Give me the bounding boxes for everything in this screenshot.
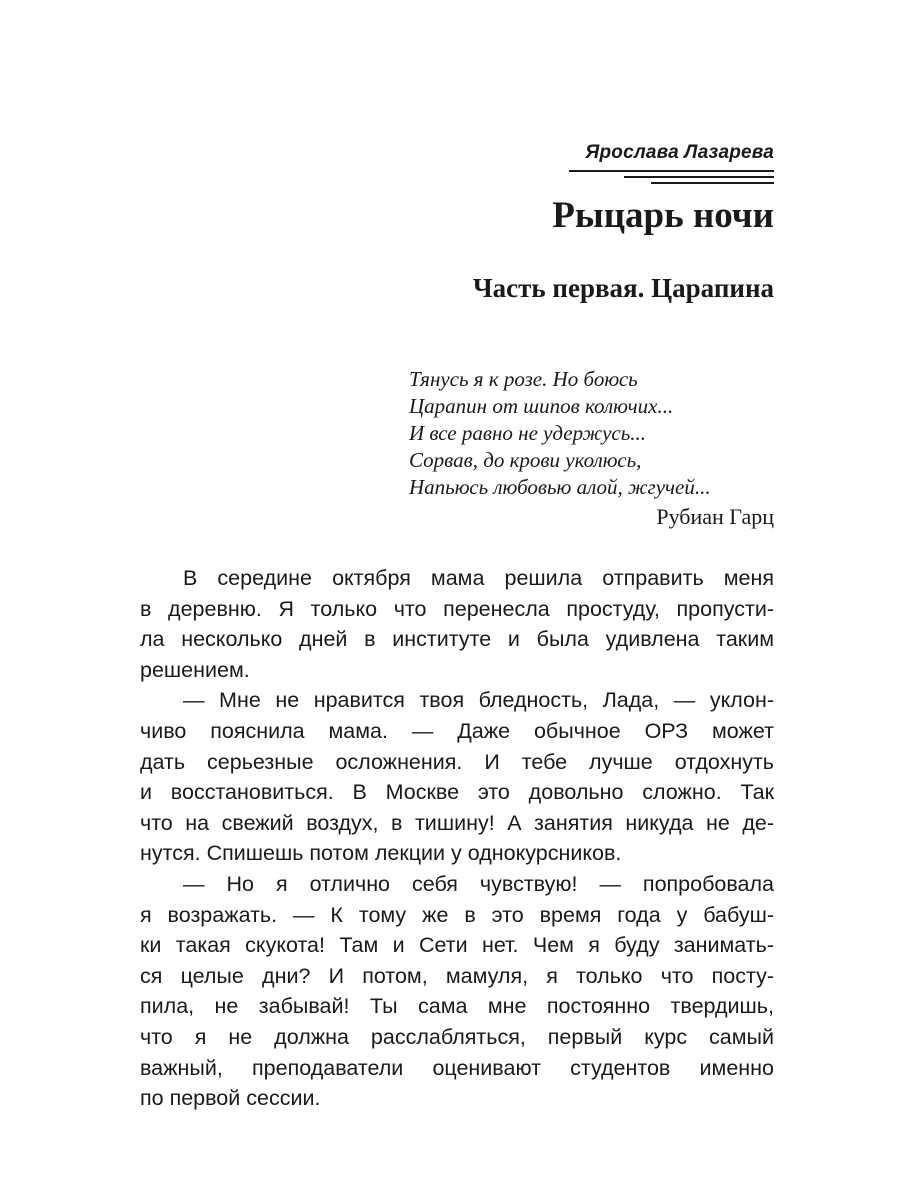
part-title: Часть первая. Царапина: [472, 273, 774, 303]
text-line: нутся. Спишешь потом лекции у однокурсников.: [140, 841, 622, 866]
text-line: чиво пояснила мама. — Даже обычное ОРЗ может: [140, 718, 774, 743]
text-line: я возражать. — К тому же в это время года у бабуш-: [140, 902, 774, 927]
text-line: ки такая скукота! Там и Сети нет. Чем я буду занимать-: [140, 933, 774, 958]
text-line: что я не должна расслабляться, первый курс самый: [140, 1024, 774, 1049]
text-line: пила, не забывай! Ты сама мне постоянно твердишь,: [140, 994, 774, 1019]
text-line: решением.: [140, 657, 250, 682]
text-line: и восстановиться. В Москве это довольно сложно. Так: [140, 780, 774, 805]
body-text: [140, 563, 774, 1114]
decorative-rule: [624, 176, 774, 178]
decorative-rule: [651, 182, 774, 184]
decorative-rule: [569, 170, 774, 172]
text-line: в деревню. Я только что перенесла простуду, пропусти-: [140, 596, 774, 621]
text-line: ла несколько дней в институте и была удивлена таким: [140, 627, 774, 652]
epigraph-author: Рубиан Гарц: [656, 504, 774, 529]
text-line: по первой сессии.: [140, 1086, 321, 1111]
epigraph-line: И все равно не удержусь...: [409, 421, 647, 445]
text-line: дать серьезные осложнения. И тебе лучше отдохнуть: [140, 749, 774, 774]
epigraph: [409, 366, 774, 501]
text-line: — Но я отлично себя чувствую! — попробовала: [183, 871, 774, 896]
author-name: Ярослава Лазарева: [585, 142, 774, 163]
epigraph-line: Царапин от шипов колючих...: [409, 394, 674, 418]
text-line: важный, преподаватели оценивают студентов именно: [140, 1055, 774, 1080]
text-line: — Мне не нравится твоя бледность, Лада, — уклон-: [183, 688, 774, 713]
epigraph-line: Сорвав, до крови уколюсь,: [409, 448, 642, 472]
epigraph-line: Тянусь я к розе. Но боюсь: [409, 367, 638, 391]
text-line: что на свежий воздух, в тишину! А занятия никуда не де-: [140, 810, 774, 835]
epigraph-line: Напьюсь любовью алой, жгучей...: [409, 475, 711, 499]
text-line: ся целые дни? И потом, мамуля, я только что посту-: [140, 963, 774, 988]
book-title: Рыцарь ночи: [552, 195, 774, 236]
text-line: В середине октября мама решила отправить меня: [183, 566, 774, 590]
